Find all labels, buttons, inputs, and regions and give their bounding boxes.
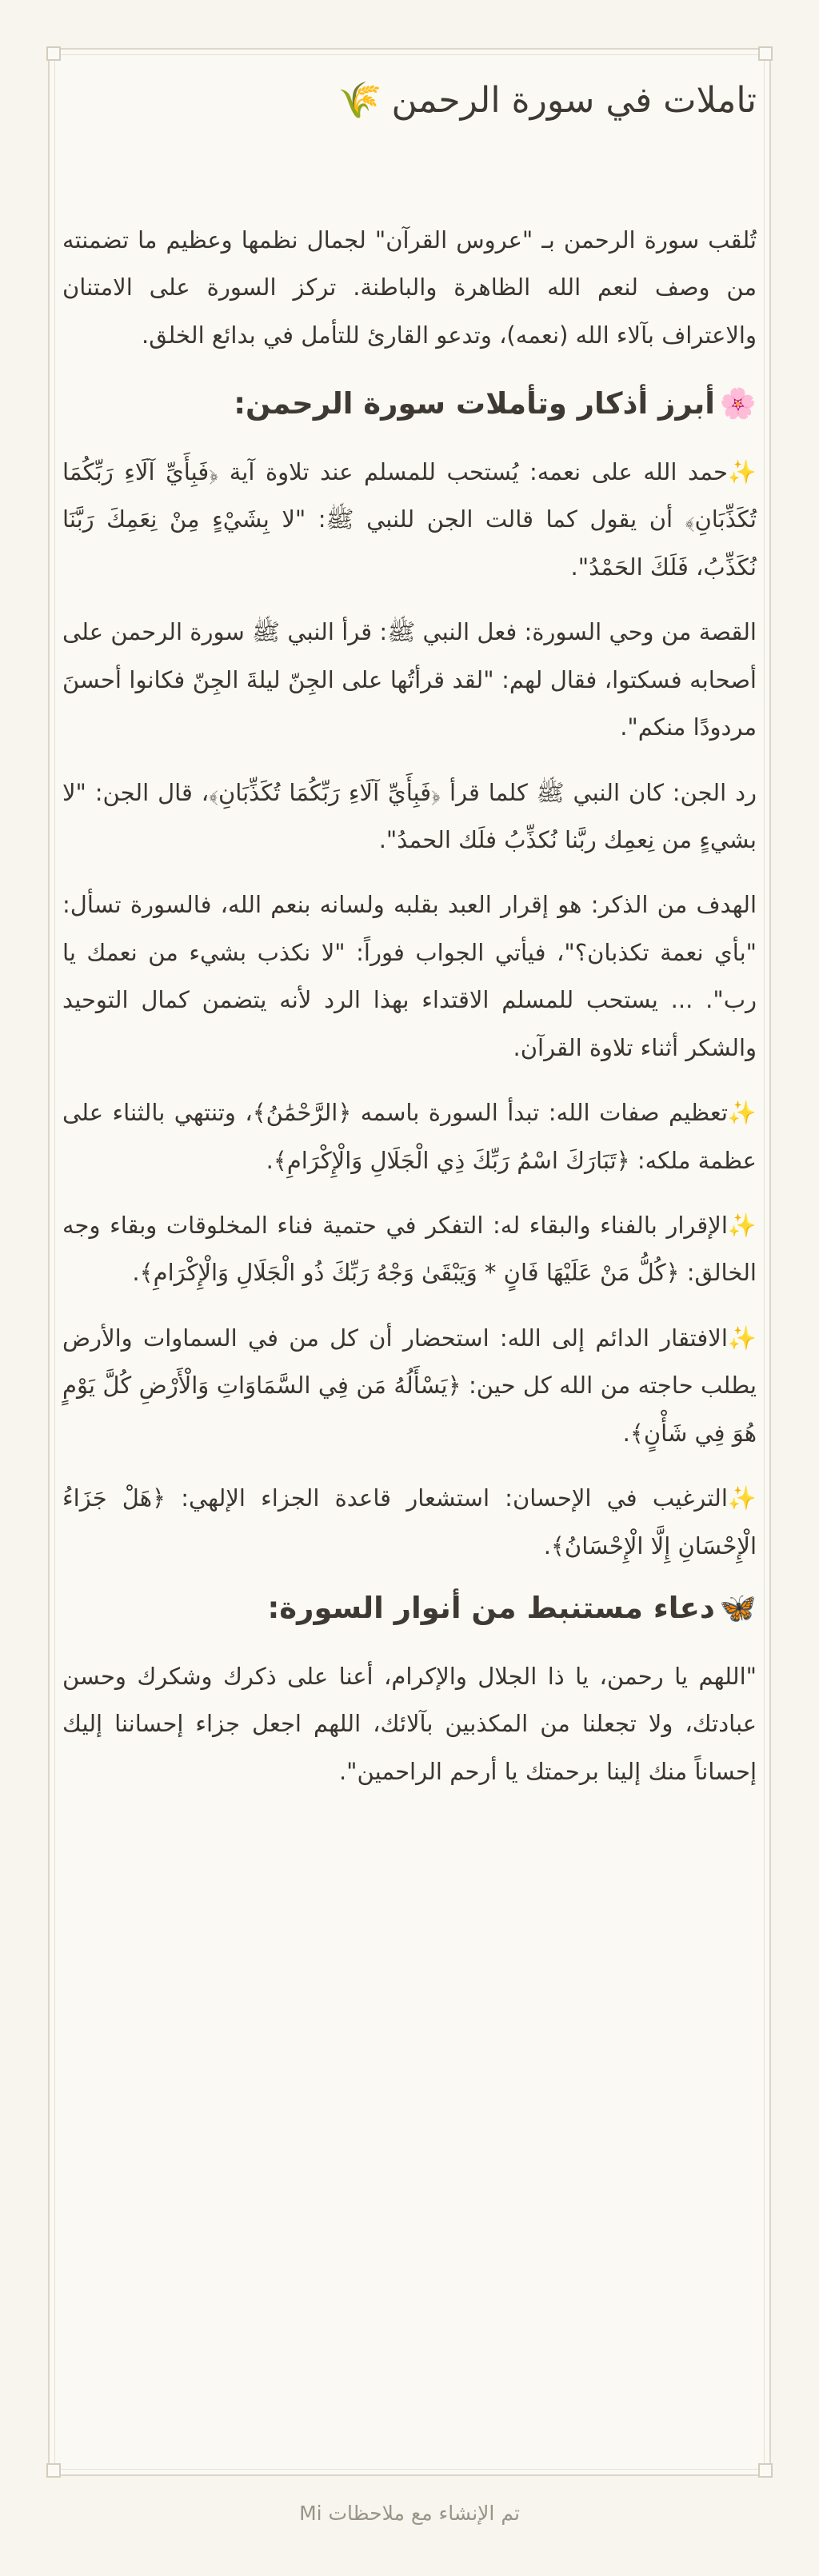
sparkles-icon: ✨ (727, 1212, 757, 1240)
paragraph-text: الترغيب في الإحسان: استشعار قاعدة الجزاء الإلهي: ﴿هَلْ جَزَاءُ الْإِحْسَانِ إِلَّا الْإِحْسَانُ﴾. (62, 1484, 757, 1560)
sparkles-icon: ✨ (727, 1099, 757, 1127)
butterfly-icon: 🦋 (719, 1591, 757, 1626)
footer-credit: تم الإنشاء مع ملاحظات Mi (299, 2502, 520, 2525)
sparkles-icon: ✨ (727, 1484, 757, 1512)
wheat-icon: 🌾 (338, 80, 382, 121)
paragraph-text: حمد الله على نعمه: يُستحب للمسلم عند تلاوة آية ﴿فَبِأَيِّ آلَاءِ رَبِّكُمَا تُكَذِّبَانِ﴾ أن يقول كما قالت الجن للنبي ﷺ: "لا بِشَيْءٍ مِنْ نِعَمِكَ رَبَّنَا نُكَذِّبُ، فَلَكَ الحَمْدُ". (62, 457, 757, 581)
paragraph-text: الافتقار الدائم إلى الله: استحضار أن كل من في السماوات والأرض يطلب حاجته من الله كل حين: ﴿يَسْأَلُهُ مَن فِي السَّمَاوَاتِ وَالْأَرْضِ كُلَّ يَوْمٍ هُوَ فِي شَأْنٍ﴾. (62, 1324, 757, 1447)
corner-ornament (758, 2463, 773, 2478)
corner-ornament (46, 46, 61, 61)
intro-paragraph: تُلقب سورة الرحمن بـ "عروس القرآن" لجمال نظمها وعظيم ما تضمنته من وصف لنعم الله الظاهرة والباطنة. تركز السورة على الامتنان والاعتراف بآلاء الله (نعمه)، وتدعو القارئ للتأمل في بدائع الخلق. (62, 226, 757, 349)
dua-paragraph: "اللهم يا رحمن، يا ذا الجلال والإكرام، أعنا على ذكرك وشكرك وحسن عبادتك، ولا تجعلنا من المكذبين بآلائك، اللهم اجعل جزاء إحساننا إليك إحساناً منك إلينا برحمتك يا أرحم الراحمين". (62, 1662, 757, 1785)
section-heading-text: أبرز أذكار وتأملات سورة الرحمن: (234, 386, 715, 421)
note-title-text: تاملات في سورة الرحمن (391, 80, 757, 121)
section-heading-text: دعاء مستنبط من أنوار السورة: (267, 1591, 715, 1626)
paragraph-dependence (62, 1315, 757, 1457)
paragraph-text: القصة من وحي السورة: فعل النبي ﷺ: قرأ النبي ﷺ سورة الرحمن على أصحابه فسكتوا، فقال لهم: "لقد قرأتُها على الجِنّ ليلةَ الجِنّ فكانوا أحسنَ مردودًا منكم". (62, 618, 757, 741)
sparkles-icon: ✨ (727, 457, 757, 485)
section-heading-dua (62, 1588, 757, 1629)
paragraph-glorify (62, 1089, 757, 1184)
paragraph-jinn-reply (62, 769, 757, 865)
paragraph-praise (62, 449, 757, 591)
corner-ornament (758, 46, 773, 61)
paragraph-story (62, 609, 757, 751)
paragraph-text: الهدف من الذكر: هو إقرار العبد بقلبه ولسانه بنعم الله، فالسورة تسأل: "بأي نعمة تكذبان؟"، فيأتي الجواب فوراً: "لا نكذب بشيء من نعمك يا رب". ... يستحب للمسلم الاقتداء بهذا الرد لأنه يتضمن كمال التوحيد والشكر أثناء تلاوة القرآن. (62, 891, 757, 1061)
paragraph-text: رد الجن: كان النبي ﷺ كلما قرأ ﴿فَبِأَيِّ آلَاءِ رَبِّكُمَا تُكَذِّبَانِ﴾، قال الجن: "لا بشيءٍ من نِعمِك ربَّنا نُكذِّبُ فلَك الحمدُ". (62, 778, 757, 853)
section-heading-reflections (62, 383, 757, 425)
paragraph-mortality (62, 1202, 757, 1297)
paragraph-text: تعظيم صفات الله: تبدأ السورة باسمه ﴿الرَّحْمَٰنُ﴾، وتنتهي بالثناء على عظمة ملكه: ﴿تَبَارَكَ اسْمُ رَبِّكَ ذِي الْجَلَالِ وَالْإِكْرَامِ﴾. (62, 1099, 757, 1174)
paragraph-ihsan (62, 1475, 757, 1570)
note-title (62, 80, 757, 122)
blossom-icon: 🌸 (719, 386, 757, 421)
corner-ornament (46, 2463, 61, 2478)
sparkles-icon: ✨ (727, 1324, 757, 1352)
note-content (62, 80, 757, 1813)
paragraph-purpose (62, 881, 757, 1072)
paragraph-text: الإقرار بالفناء والبقاء له: التفكر في حتمية فناء المخلوقات وبقاء وجه الخالق: ﴿كُلُّ مَنْ عَلَيْهَا فَانٍ * وَيَبْقَىٰ وَجْهُ رَبِّكَ ذُو الْجَلَالِ وَالْإِكْرَامِ﴾. (62, 1212, 757, 1287)
